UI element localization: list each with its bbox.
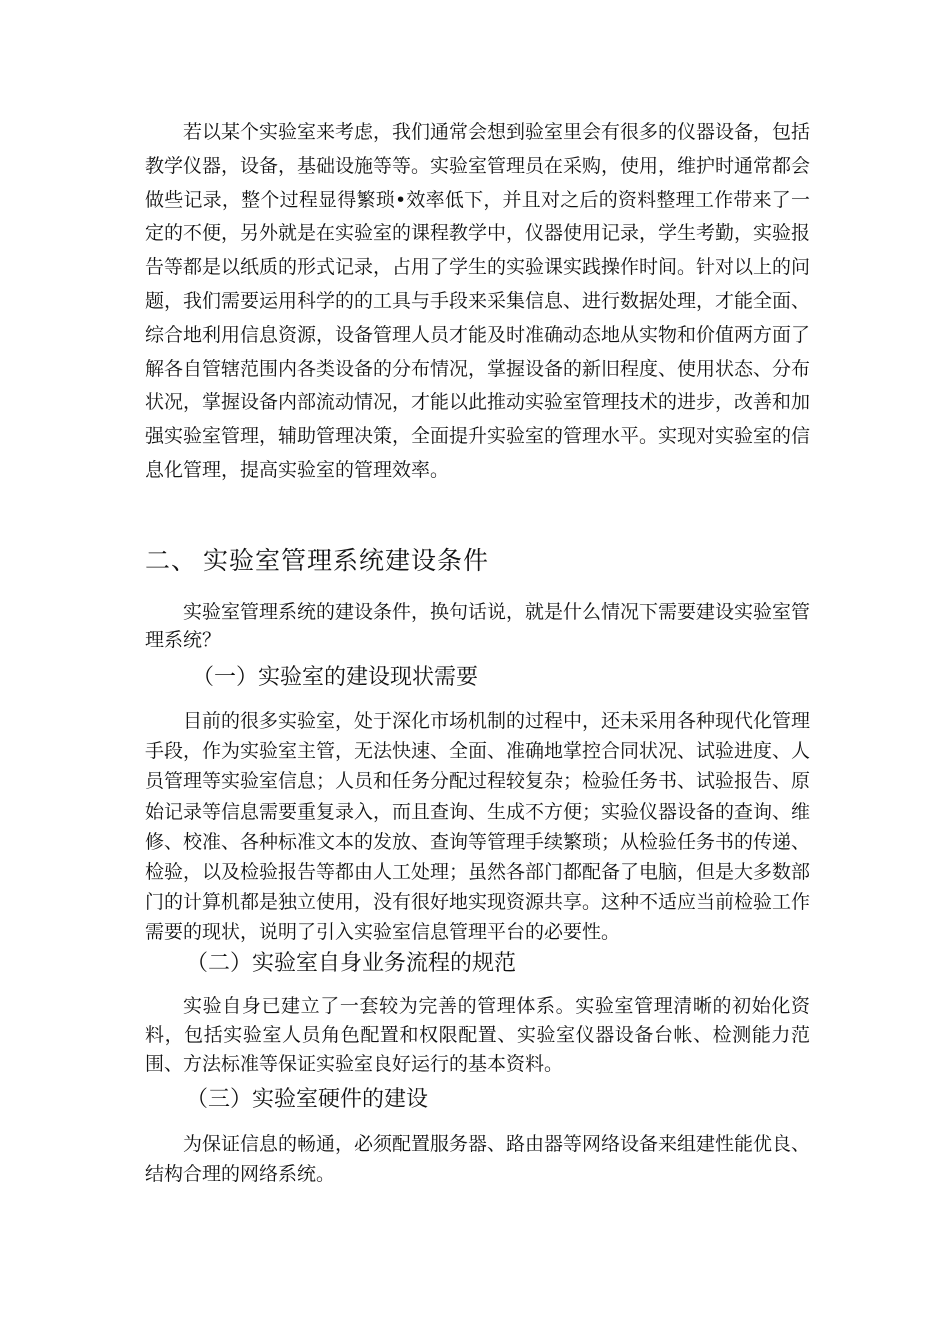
section-number: 二、 (145, 546, 198, 575)
body-paragraph-conditions: 实验室管理系统的建设条件，换句话说，就是什么情况下需要建设实验室管理系统？ (145, 601, 811, 651)
subsection-heading-hardware: （三）实验室硬件的建设 (186, 1087, 429, 1112)
body-paragraph-intro: 若以某个实验室来考虑，我们通常会想到验室里会有很多的仪器设备，包括教学仪器，设备，基础设施等等。实验室管理员在采购，使用，维护时通常都会做些记录，整个过程显得繁琐•效率低下，并且对之后的资料整理工作带来了一定的不便，另外就是在实验室的课程教学中，仪器使用记录，学生考勤，实验报告等都是以纸质的形式记录，占用了学生的实验课实践操作时间。针对以上的问题，我们需要运用科学的的工具与手段来采集信息、进行数据处理，才能全面、综合地利用信息资源，设备管理人员才能及时准确动态地从实物和价值两方面了解各自管辖范围内各类设备的分布情况，掌握设备的新旧程度、使用状态、分布状况，掌握设备内部流动情况，才能以此推动实验室管理技术的进步，改善和加强实验室管理，辅助管理决策，全面提升实验室的管理水平。实现对实验室的信息化管理，提高实验室的管理效率。 (145, 121, 811, 481)
subsection-heading-workflow: （二）实验室自身业务流程的规范 (186, 951, 517, 976)
body-paragraph-status: 目前的很多实验室，处于深化市场机制的过程中，还未采用各种现代化管理手段，作为实验室主管，无法快速、全面、准确地掌控合同状况、试验进度、人员管理等实验室信息；人员和任务分配过程较复杂；检验任务书、试验报告、原始记录等信息需要重复录入，而且查询、生成不方便；实验仪器设备的查询、维修、校准、各种标准文本的发放、查询等管理手续繁琐；从检验任务书的传递、检验，以及检验报告等都由人工处理；虽然各部门都配备了电脑，但是大多数部门的计算机都是独立使用，没有很好地实现资源共享。这种不适应当前检验工作需要的现状，说明了引入实验室信息管理平台的必要性。 (145, 710, 811, 944)
section-heading (145, 541, 489, 581)
body-paragraph-workflow: 实验自身已建立了一套较为完善的管理体系。实验室管理清晰的初始化资料，包括实验室人员角色配置和权限配置、实验室仪器设备台帐、检测能力范围、方法标准等保证实验室良好运行的基本资料。 (145, 995, 810, 1075)
body-paragraph-hardware: 为保证信息的畅通，必须配置服务器、路由器等网络设备来组建性能优良、结构合理的网络系统。 (145, 1133, 811, 1185)
subsection-heading-status: （一）实验室的建设现状需要 (192, 665, 479, 690)
section-title: 实验室管理系统建设条件 (203, 546, 490, 575)
